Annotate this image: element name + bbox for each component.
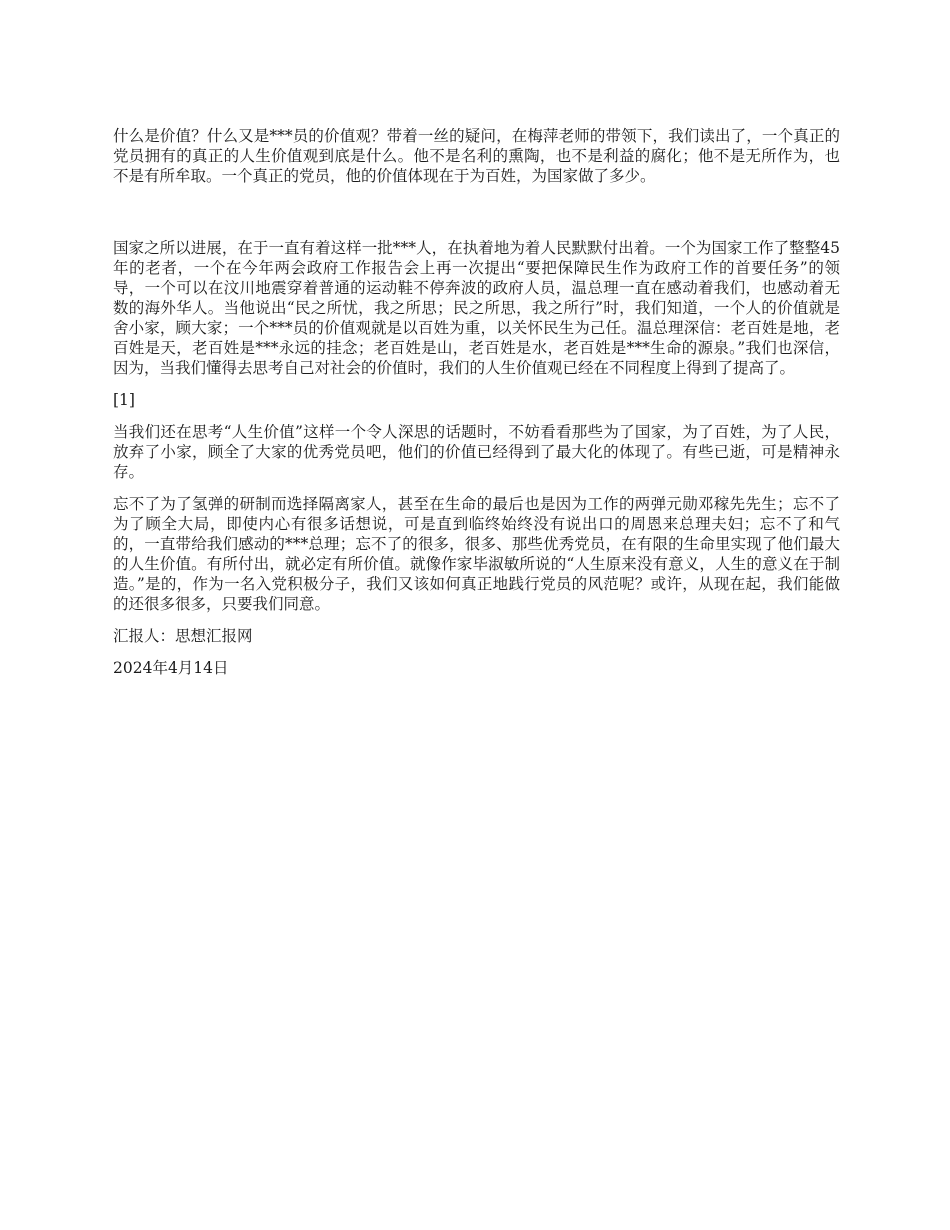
footnote-marker: [1] [113,391,135,409]
paragraph-remember: 忘不了为了氢弹的研制而选择隔离家人，甚至在生命的最后也是因为工作的两弹元勋邓稼先先生；忘不了为了顾全大局，即使内心有很多话想说，可是直到临终始终没有说出口的周恩来总理夫妇；忘不了和气的，一直带给我们感动的***总理；忘不了的很多，很多、那些优秀党员，在有限的生命里实现了他们最大的人生价值。有所付出，就必定有所价值。就像作家毕淑敏所说的“人生原来没有意义，人生的意义在于制造。”是的，作为一名入党积极分子，我们又该如何真正地践行党员的风范呢？或许，从现在起，我们能做的还很多很多，只要我们同意。 [113,495,840,613]
reporter-line: 汇报人：思想汇报网 [113,627,253,645]
date-line: 2024年4月14日 [113,659,229,677]
document-body [113,126,840,690]
paragraph-life-value: 当我们还在思考“人生价值”这样一个令人深思的话题时，不妨看看那些为了国家，为了百姓，为了人民，放弃了小家，顾全了大家的优秀党员吧，他们的价值已经得到了最大化的体现了。有些已逝，可是精神永存。 [113,423,840,481]
paragraph-intro: 什么是价值？什么又是***员的价值观？带着一丝的疑问，在梅萍老师的带领下，我们读出了，一个真正的党员拥有的真正的人生价值观到底是什么。他不是名利的熏陶，也不是利益的腐化；他不是无所作为，也不是有所牟取。一个真正的党员，他的价值体现在于为百姓，为国家做了多少。 [113,127,840,185]
paragraph-premier: 国家之所以进展，在于一直有着这样一批***人，在执着地为着人民默默付出着。一个为国家工作了整整45年的老者，一个在今年两会政府工作报告会上再一次提出“要把保障民生作为政府工作的首要任务”的领导，一个可以在汶川地震穿着普通的运动鞋不停奔波的政府人员，温总理一直在感动着我们，也感动着无数的海外华人。当他说出“民之所忧，我之所思；民之所思，我之所行”时，我们知道，一个人的价值就是舍小家，顾大家；一个***员的价值观就是以百姓为重，以关怀民生为己任。温总理深信：老百姓是地，老百姓是天，老百姓是***永远的挂念；老百姓是山，老百姓是水，老百姓是***生命的源泉。”我们也深信，因为，当我们懂得去思考自己对社会的价值时，我们的人生价值观已经在不同程度上得到了提高了。 [113,239,840,377]
